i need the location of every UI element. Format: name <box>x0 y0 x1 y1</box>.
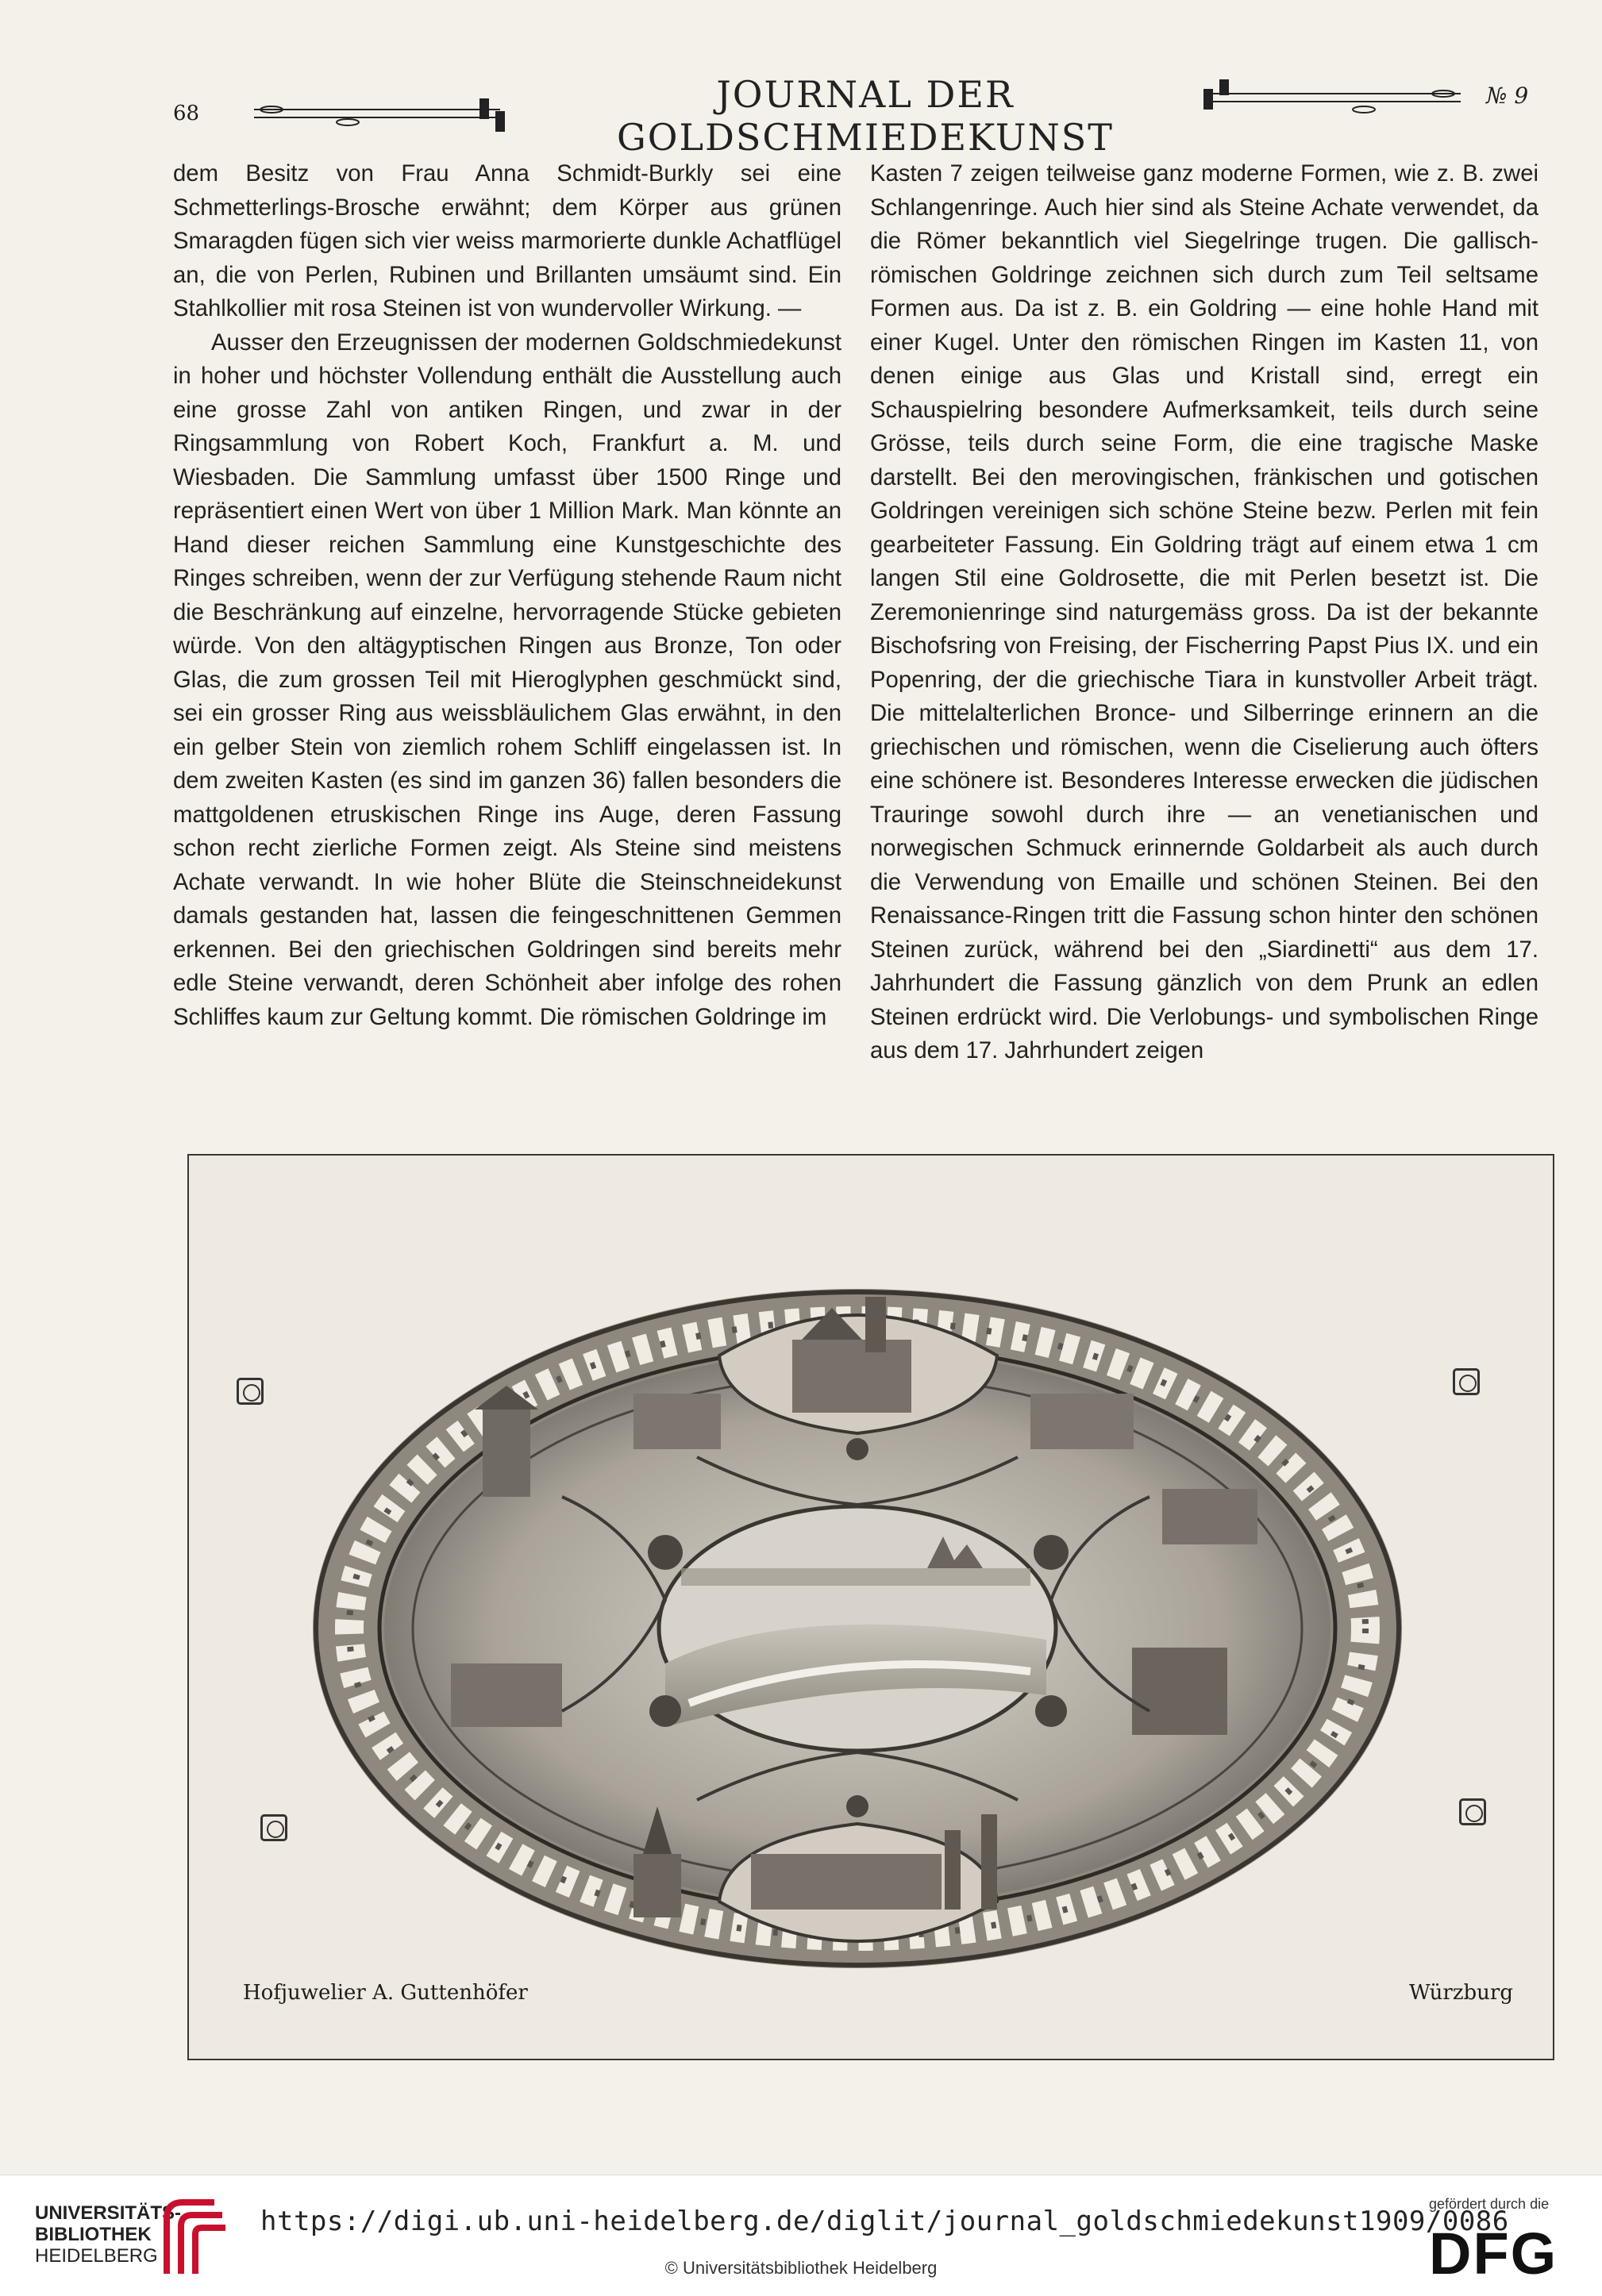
paragraph: Ausser den Erzeugnissen der modernen Goldschmiedekunst in hoher und höchster Vollendung enthält die Ausstellung auch eine grosse Zahl von antiken Ringen, und zwar in der Ringsammlung von Robert Koch, Frankfurt a. M. und Wiesbaden. Die Sammlung umfasst über 1500 Ringe und repräsentiert einen Wert von über 1 Million Mark. Man könnte an Hand dieser reichen Sammlung eine Kunstgeschichte des Ringes schreiben, wenn der zur Verfügung stehende Raum nicht die Beschränkung auf einzelne, hervorragende Stücke gebieten würde. Von den altägyptischen Ringen aus Bronze, Ton oder Glas, die zum grossen Teil mit Hieroglyphen geschmückt sind, sei ein grosser Ring aus weissbläulichem Glas erwähnt, in den ein gelber Stein von ziemlich rohem Schliff eingelassen ist. In dem zweiten Kasten (es sind im ganzen 36) fallen besonders die mattgoldenen etruskischen Ringe ins Auge, deren Fassung schon recht zierliche Formen zeigt. Als Steine sind meistens Achate verwandt. In wie hoher Blüte die Steinschneidekunst damals gestanden hat, lassen die feingeschnittenen Gemmen erkennen. Bei den griechischen Goldringen sind bereits mehr edle Steine verwandt, deren Schönheit aber infolge des rohen Schliffes kaum zur Geltung kommt. Die römischen Goldringe im <box>173 329 841 1030</box>
registration-mark-bottom-right <box>1459 1798 1486 1825</box>
funded-by-label: gefördert durch die <box>1429 2196 1550 2212</box>
permalink-url[interactable]: https://digi.ub.uni-heidelberg.de/diglit/journal_goldschmiedekunst1909/0086 <box>260 2206 1509 2237</box>
library-name-line2: BIBLIOTHEK <box>35 2224 152 2245</box>
copyright-notice: © Universitätsbibliothek Heidelberg <box>664 2258 938 2278</box>
paragraph: Kasten 7 zeigen teilweise ganz moderne Formen, wie z. B. zwei Schlangenringe. Auch hier sind als Steine Achate verwendet, da die Römer bekanntlich viel Siegelringe trugen. Die gallisch-römischen Goldringe zeichnen sich durch zum Teil seltsame Formen aus. Da ist z. B. ein Goldring — eine hohle Hand mit einer Kugel. Unter den römischen Ringen im Kasten 11, von denen einige aus Glas und Kristall sind, erregt ein Schauspielring besondere Aufmerksamkeit, teils durch seine Grösse, teils durch seine Form, die eine tragische Maske darstellt. Bei den merovingischen, fränkischen und gotischen Goldringen vereinigen sich schöne Steine bezw. Perlen mit fein gearbeiteter Fassung. Ein Goldring trägt auf einem etwa 1 cm langen Stil eine Goldrosette, die mit Perlen besetzt ist. Die Zeremonienringe sind naturgemäss gross. Da ist der bekannte Bischofsring von Freising, der Fischerring Papst Pius IX. und ein Popenring, der die griechische Tiara in kunstvoller Arbeit trägt. Die mittelalterlichen Bronce- und Silberringe erinnern an die griechischen und römischen, wenn die Ciselierung auch öfters eine schönere ist. Besonderes Interesse erwecken die jüdischen Trauringe sowohl durch ihre — an venetianischen und norwegischen Schmuck erinnernde Goldarbeit als auch durch die Verwendung von Emaille und schönen Steinen. Bei den Renaissance-Ringen tritt die Fassung schon hinter den schönen Steinen zurück, während bei den „Siardinetti“ aus dem 17. Jahrhundert die Fassung gänzlich von dem Prunk an edlen Steinen erdrückt wird. Die Verlobungs- und symbolischen Ringe aus dem 17. Jahrhundert zeigen <box>870 160 1538 1063</box>
dfg-logo: DFG <box>1429 2221 1558 2286</box>
library-name-line1: UNIVERSITÄTS- <box>35 2202 182 2224</box>
registration-mark-bottom-left <box>260 1814 287 1841</box>
text-column-left <box>173 157 841 1034</box>
page-number: 68 <box>173 102 200 125</box>
oval-tray-engraving <box>189 1156 1553 2059</box>
text-column-right <box>870 157 1538 1068</box>
registration-mark-top-right <box>1453 1368 1480 1395</box>
journal-title: JOURNAL DER GOLDSCHMIEDEKUNST <box>617 73 1114 159</box>
plate-illustration <box>187 1154 1554 2060</box>
digitization-footer <box>0 2175 1602 2296</box>
plate-caption-place: Würzburg <box>1408 1981 1513 2005</box>
registration-mark-top-left <box>237 1378 264 1405</box>
paragraph: dem Besitz von Frau Anna Schmidt-Burkly sei eine Schmetterlings-Brosche erwähnt; dem Körper aus grünen Smaragden fügen sich vier weiss marmorierte dunkle Achatflügel an, die von Perlen, Rubinen und Brillanten umsäumt sind. Ein Stahlkollier mit rosa Steinen ist von wundervoller Wirkung. — <box>173 160 841 321</box>
issue-number: № 9 <box>1486 83 1529 109</box>
plate-caption-maker: Hofjuwelier A. Guttenhöfer <box>243 1981 528 2005</box>
library-name-line3: HEIDELBERG <box>35 2245 158 2267</box>
